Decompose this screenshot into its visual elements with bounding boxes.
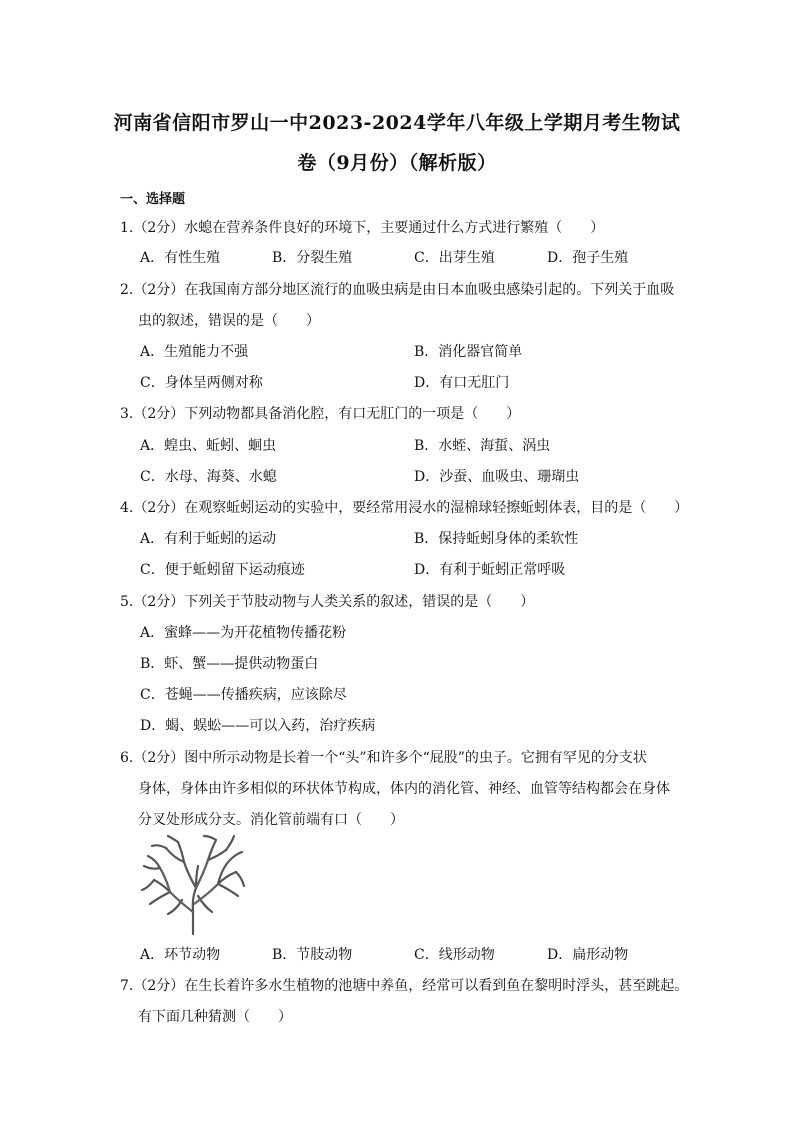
question-3-option-d: D．沙蚕、血吸虫、珊瑚虫 bbox=[414, 469, 580, 485]
question-6-option-b: B．节肢动物 bbox=[272, 947, 353, 963]
document-title-line-2: 卷（9月份）（解析版） bbox=[297, 152, 497, 174]
question-6-option-d: D．扁形动物 bbox=[547, 947, 629, 963]
question-3-option-c: C．水母、海葵、水螅 bbox=[140, 469, 277, 485]
question-2-stem-cont: 虫的叙述，错误的是（ ） bbox=[138, 313, 320, 329]
question-1-option-d: D．孢子生殖 bbox=[547, 250, 629, 266]
question-1-option-c: C．出芽生殖 bbox=[414, 250, 495, 266]
question-5-option-b: B．虾、蟹——提供动物蛋白 bbox=[140, 656, 319, 672]
question-3-stem: 3.（2分）下列动物都具备消化腔，有口无肛门的一项是（ ） bbox=[120, 406, 521, 422]
question-2-stem: 2.（2分）在我国南方部分地区流行的血吸虫病是由日本血吸虫感染引起的。下列关于血吸 bbox=[120, 282, 675, 298]
branching-worm-illustration bbox=[138, 832, 248, 936]
question-7-stem-cont: 有下面几种猜测（ ） bbox=[138, 1009, 292, 1025]
section-heading: 一、选择题 bbox=[120, 192, 186, 207]
question-6-option-c: C．线形动物 bbox=[414, 947, 495, 963]
question-3-option-a: A．蝗虫、蚯蚓、蛔虫 bbox=[140, 438, 277, 454]
question-3-option-b: B．水蛭、海蜇、涡虫 bbox=[414, 438, 551, 454]
question-4-option-c: C．便于蚯蚓留下运动痕迹 bbox=[140, 562, 305, 578]
question-6-stem-cont-2: 分叉处形成分支。消化管前端有口（ ） bbox=[138, 812, 404, 828]
question-4-option-d: D．有利于蚯蚓正常呼吸 bbox=[414, 562, 566, 578]
question-7-stem: 7.（2分）在生长着许多水生植物的池塘中养鱼，经常可以看到鱼在黎明时浮头，甚至跳起。 bbox=[120, 978, 689, 994]
question-1-option-a: A．有性生殖 bbox=[140, 250, 221, 266]
question-4-stem: 4.（2分）在观察蚯蚓运动的实验中，要经常用浸水的湿棉球轻擦蚯蚓体表，目的是（ ） bbox=[120, 500, 689, 516]
question-4-option-b: B．保持蚯蚓身体的柔软性 bbox=[414, 531, 579, 547]
question-5-option-d: D．蝎、蜈蚣——可以入药，治疗疾病 bbox=[140, 718, 376, 734]
question-6-option-a: A．环节动物 bbox=[140, 947, 221, 963]
question-4-option-a: A．有利于蚯蚓的运动 bbox=[140, 531, 277, 547]
question-2-option-c: C．身体呈两侧对称 bbox=[140, 375, 263, 391]
question-6-stem: 6.（2分）图中所示动物是长着一个“头”和许多个“屁股”的虫子。它拥有罕见的分支状 bbox=[120, 750, 647, 766]
question-1-stem: 1.（2分）水螅在营养条件良好的环境下，主要通过什么方式进行繁殖（ ） bbox=[120, 220, 605, 236]
question-2-option-a: A．生殖能力不强 bbox=[140, 344, 249, 360]
question-6-stem-cont-1: 身体，身体由许多相似的环状体节构成，体内的消化管、神经、血管等结构都会在身体 bbox=[138, 781, 670, 797]
question-1-option-b: B．分裂生殖 bbox=[272, 250, 353, 266]
question-5-option-a: A．蜜蜂——为开花植物传播花粉 bbox=[140, 625, 347, 641]
question-5-stem: 5.（2分）下列关于节肢动物与人类关系的叙述，错误的是（ ） bbox=[120, 594, 535, 610]
question-2-option-b: B．消化器官简单 bbox=[414, 344, 523, 360]
question-2-option-d: D．有口无肛门 bbox=[414, 375, 510, 391]
document-title-line-1: 河南省信阳市罗山一中2023-2024学年八年级上学期月考生物试 bbox=[113, 112, 681, 134]
question-5-option-c: C．苍蝇——传播疾病，应该除尽 bbox=[140, 687, 347, 703]
